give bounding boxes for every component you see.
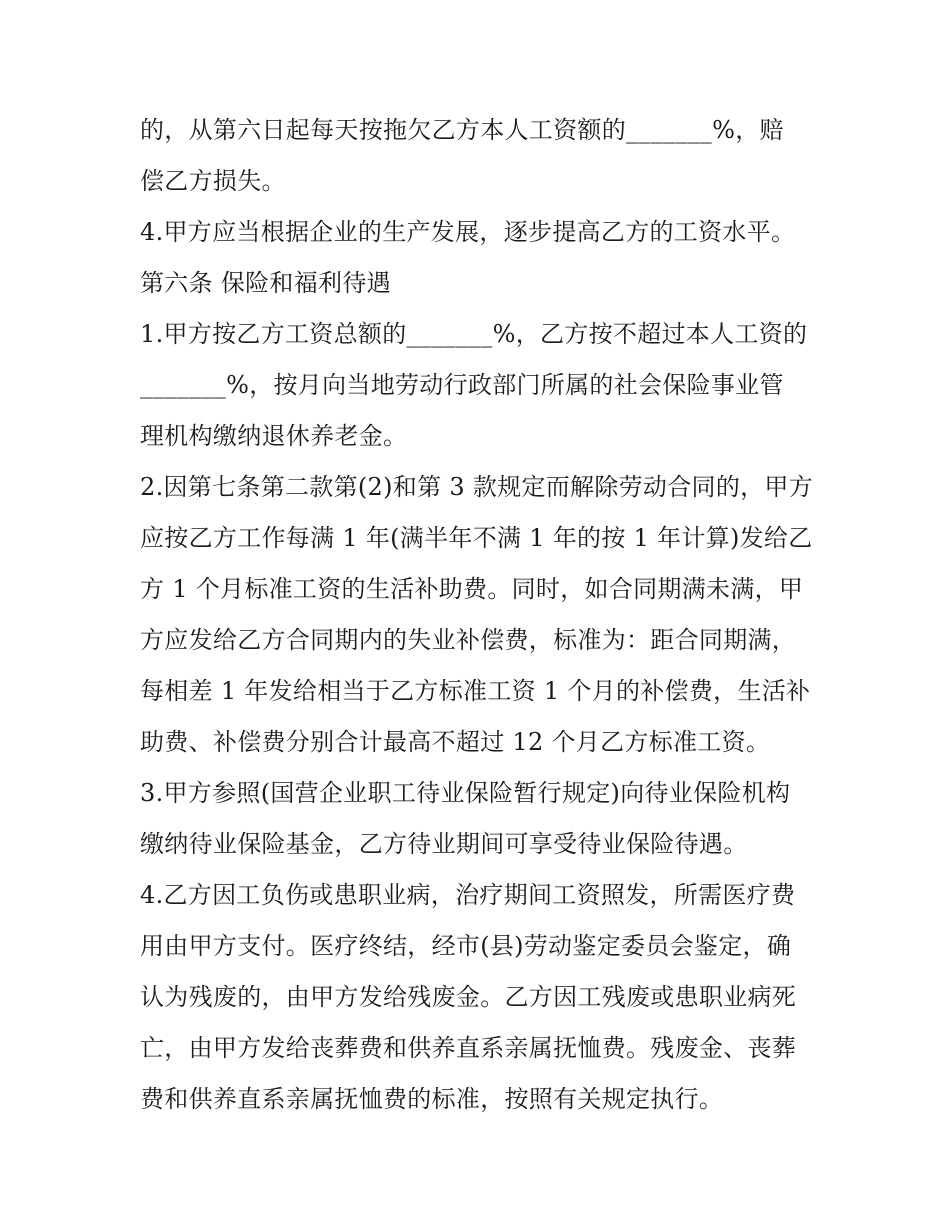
text-line: 4.甲方应当根据企业的生产发展，逐步提高乙方的工资水平。: [140, 218, 796, 246]
text-line: 助费、补偿费分别合计最高不超过 12 个月乙方标准工资。: [140, 728, 771, 756]
text-line: 偿乙方损失。: [140, 167, 286, 195]
text-line: 理机构缴纳退休养老金。: [140, 422, 408, 450]
text-line: 认为残废的，由甲方发给残废金。乙方因工残废或患职业病死: [140, 983, 797, 1011]
text-line: 每相差 1 年发给相当于乙方标准工资 1 个月的补偿费，生活补: [140, 677, 811, 705]
text-line: 3.甲方参照(国营企业职工待业保险暂行规定)向待业保险机构: [140, 779, 791, 807]
text-line: 1.甲方按乙方工资总额的_______%，乙方按不超过本人工资的: [140, 320, 808, 348]
text-line: 应按乙方工作每满 1 年(满半年不满 1 年的按 1 年计算)发给乙: [140, 524, 813, 552]
text-line: 用由甲方支付。医疗终结，经市(县)劳动鉴定委员会鉴定，确: [140, 932, 792, 960]
text-line: 的，从第六日起每天按拖欠乙方本人工资额的_______%，赔: [140, 116, 784, 144]
text-line: 亡，由甲方发给丧葬费和供养直系亲属抚恤费。残废金、丧葬: [140, 1034, 797, 1062]
text-line: _______%，按月向当地劳动行政部门所属的社会保险事业管: [140, 371, 784, 399]
text-line: 缴纳待业保险基金，乙方待业期间可享受待业保险待遇。: [140, 830, 748, 858]
text-line: 方应发给乙方合同期内的失业补偿费，标准为：距合同期满，: [140, 626, 797, 654]
text-line: 2.因第七条第二款第(2)和第 3 款规定而解除劳动合同的，甲方: [140, 473, 814, 501]
text-line: 4.乙方因工负伤或患职业病，治疗期间工资照发，所需医疗费: [140, 881, 796, 909]
text-line: 方 1 个月标准工资的生活补助费。同时，如合同期满未满，甲: [140, 575, 804, 603]
section-heading: 第六条 保险和福利待遇: [140, 269, 391, 297]
text-line: 费和供养直系亲属抚恤费的标准，按照有关规定执行。: [140, 1085, 724, 1113]
